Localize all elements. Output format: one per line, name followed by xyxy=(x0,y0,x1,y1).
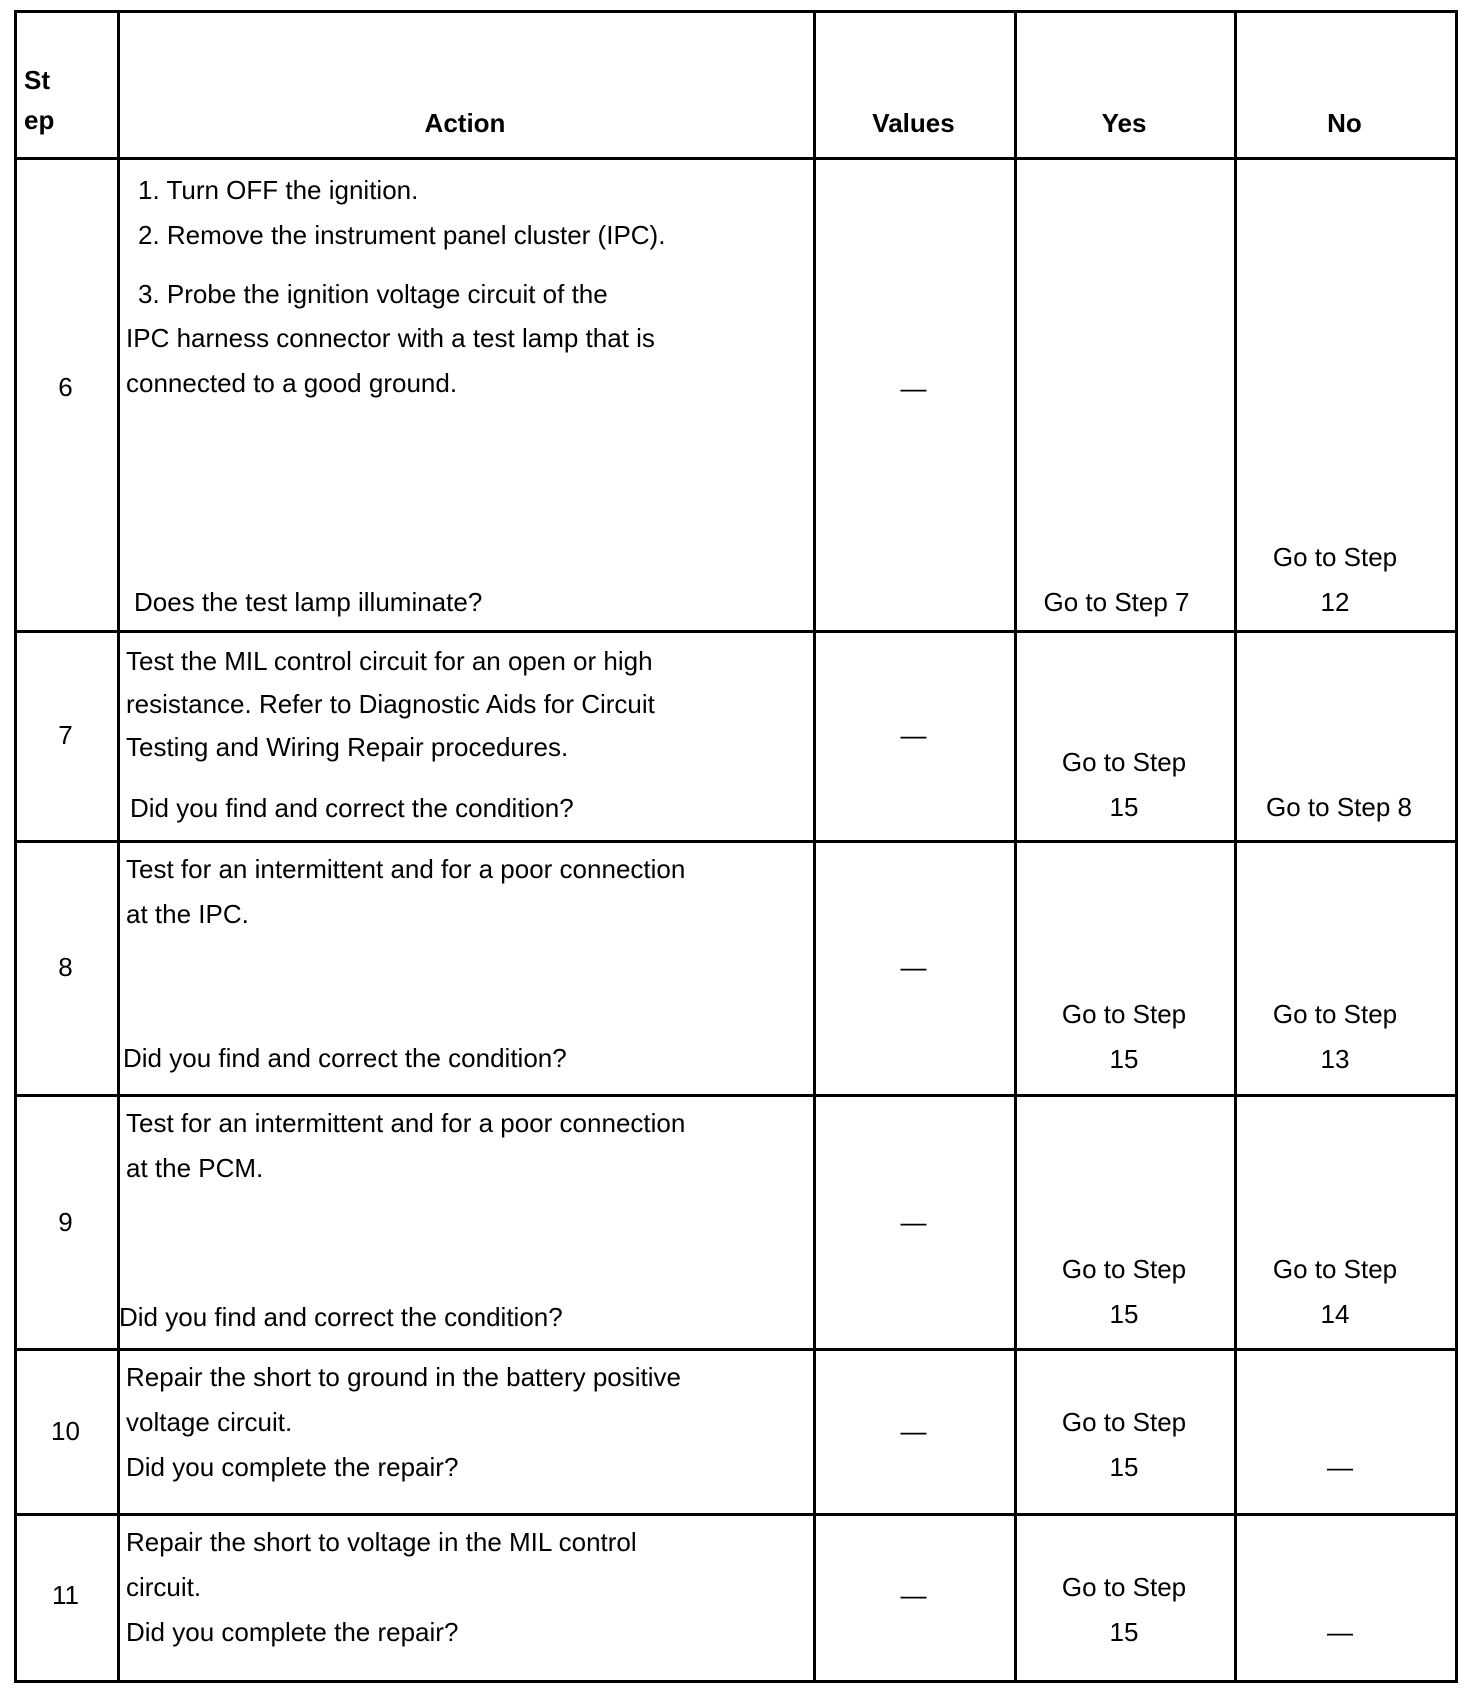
step-number: 7 xyxy=(58,720,73,750)
header-step-line1: St xyxy=(24,65,50,95)
action-text xyxy=(138,272,608,317)
action-text xyxy=(126,847,685,937)
grid-line xyxy=(1455,10,1458,1683)
action-line: at the PCM. xyxy=(126,1153,264,1183)
no-cell xyxy=(1234,1247,1436,1337)
header-step-line2: ep xyxy=(24,105,55,135)
action-line: Test for an intermittent and for a poor connection xyxy=(126,854,686,884)
yes-line: 15 xyxy=(1109,792,1139,822)
grid-line xyxy=(14,157,1458,160)
grid-line xyxy=(14,1513,1458,1516)
step-number: 9 xyxy=(58,1207,73,1237)
header-yes: Yes xyxy=(1101,108,1147,138)
no-cell xyxy=(1234,1445,1446,1490)
value-dash: — xyxy=(900,1207,927,1237)
no-dash: — xyxy=(1327,1452,1353,1482)
yes-cell xyxy=(1014,740,1234,830)
action-line: Test the MIL control circuit for an open or high xyxy=(126,646,653,676)
no-line: Go to Step xyxy=(1272,542,1398,572)
yes-line: 15 xyxy=(1109,1299,1139,1329)
action-line: Repair the short to ground in the battery positive xyxy=(126,1362,681,1392)
grid-line xyxy=(14,10,1458,13)
yes-line: 15 xyxy=(1109,1044,1139,1074)
no-line: Go to Step xyxy=(1272,999,1398,1029)
action-line: voltage circuit. xyxy=(126,1407,293,1437)
action-text xyxy=(126,640,655,769)
value-dash: — xyxy=(900,1580,927,1610)
value-dash: — xyxy=(900,952,927,982)
step-number: 11 xyxy=(52,1580,79,1610)
no-cell xyxy=(1234,535,1436,625)
action-question: Did you find and correct the condition? xyxy=(123,1043,567,1073)
action-text xyxy=(138,168,665,258)
step-number: 6 xyxy=(58,372,73,402)
no-line: 14 xyxy=(1320,1299,1350,1329)
value-dash: — xyxy=(900,720,927,750)
action-question: Does the test lamp illuminate? xyxy=(134,587,483,617)
value-dash: — xyxy=(900,373,927,403)
no-dash: — xyxy=(1327,1617,1353,1647)
action-item: 3. Probe the ignition voltage circuit of the xyxy=(138,279,608,309)
yes-line: Go to Step xyxy=(1061,999,1187,1029)
header-no: No xyxy=(1327,108,1362,138)
step-number: 8 xyxy=(58,952,73,982)
no-line: Go to Step xyxy=(1272,1254,1398,1284)
action-item: 1. Turn OFF the ignition. xyxy=(138,175,419,205)
yes-cell xyxy=(1014,1247,1234,1337)
yes-cell xyxy=(1014,1400,1234,1490)
action-line: at the IPC. xyxy=(126,899,249,929)
no-cell xyxy=(1234,1610,1446,1655)
yes-line: Go to Step xyxy=(1061,1407,1187,1437)
action-line: Repair the short to voltage in the MIL control xyxy=(126,1527,637,1557)
header-step xyxy=(24,60,84,140)
grid-line xyxy=(14,1094,1458,1097)
yes-line: 15 xyxy=(1109,1617,1139,1647)
action-question: Did you find and correct the condition? xyxy=(130,793,574,823)
action-text xyxy=(126,316,655,406)
yes-cell xyxy=(1014,992,1234,1082)
yes-line: Go to Step xyxy=(1061,747,1187,777)
yes-line: Go to Step xyxy=(1061,1572,1187,1602)
no-cell xyxy=(1234,785,1444,830)
grid-line xyxy=(14,840,1458,843)
action-line: Testing and Wiring Repair procedures. xyxy=(126,732,569,762)
action-item: 2. Remove the instrument panel cluster (IPC). xyxy=(138,220,666,250)
diagnostic-table xyxy=(14,10,1458,1683)
action-line: connected to a good ground. xyxy=(126,368,458,398)
no-line: Go to Step 8 xyxy=(1266,792,1412,822)
header-values: Values xyxy=(872,108,955,138)
grid-line xyxy=(14,1680,1458,1683)
step-number: 10 xyxy=(51,1416,80,1446)
grid-line xyxy=(14,1348,1458,1351)
action-question: Did you find and correct the condition? xyxy=(119,1302,563,1332)
yes-line: Go to Step xyxy=(1061,1254,1187,1284)
action-question: Did you complete the repair? xyxy=(126,1452,459,1482)
yes-cell xyxy=(1014,1565,1234,1655)
no-line: 12 xyxy=(1320,587,1350,617)
header-action: Action xyxy=(424,108,506,138)
yes-line: Go to Step 7 xyxy=(1043,587,1190,617)
value-dash: — xyxy=(900,1416,927,1446)
grid-line xyxy=(1234,10,1237,1683)
action-text xyxy=(126,1520,637,1655)
action-question: Did you complete the repair? xyxy=(126,1617,459,1647)
yes-line: 15 xyxy=(1109,1452,1139,1482)
action-line: IPC harness connector with a test lamp that is xyxy=(126,323,655,353)
grid-line xyxy=(117,10,120,1683)
action-line: circuit. xyxy=(126,1572,202,1602)
grid-line xyxy=(14,630,1458,633)
action-text xyxy=(126,1355,681,1490)
no-line: 13 xyxy=(1320,1044,1350,1074)
yes-cell xyxy=(1014,580,1219,625)
action-text xyxy=(126,1101,685,1191)
no-cell xyxy=(1234,992,1436,1082)
action-line: resistance. Refer to Diagnostic Aids for Circuit xyxy=(126,689,655,719)
action-line: Test for an intermittent and for a poor connection xyxy=(126,1108,686,1138)
